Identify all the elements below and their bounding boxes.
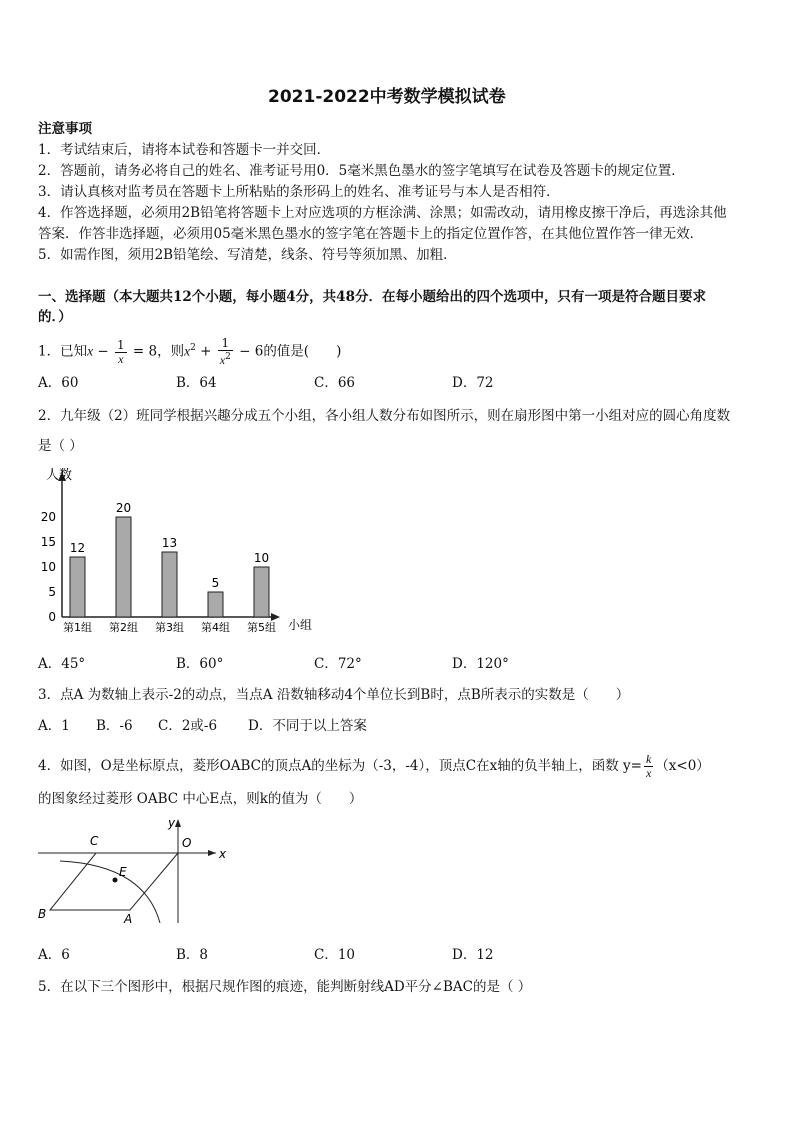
- option-c: C．66: [314, 375, 356, 391]
- option-b: B．64: [176, 375, 217, 391]
- category-label: 第1组: [63, 621, 92, 634]
- option-a: A．60: [38, 375, 79, 391]
- option-c: C．72°: [314, 656, 362, 672]
- option-b: B．8: [176, 947, 209, 963]
- bar: [254, 567, 269, 617]
- option-a: A．45°: [38, 656, 86, 672]
- question-4: 4．如图，O是坐标原点，菱形OABC的顶点A的坐标为（-3，-4），顶点C在x轴的负半轴上，函数 y= $\frac{k}{x}$ （x<0）: [38, 752, 710, 780]
- data-label: 5: [211, 576, 220, 590]
- fraction: $\frac{1}{x^2}$: [219, 336, 231, 367]
- page-title: 2021-2022中考数学模拟试卷: [268, 87, 506, 107]
- category-label: 第3组: [155, 621, 184, 634]
- y-axis-arrow: [175, 819, 181, 827]
- label-y: y: [168, 816, 176, 830]
- x-axis-label: 小组: [288, 618, 313, 632]
- question-3: 3．点A 为数轴上表示-2的动点，当点A 沿数轴移动4个单位长到B时，点B所表示的实数是（ ）: [38, 687, 630, 703]
- question-2-cont: 是（ ）: [38, 438, 83, 454]
- label-o: O: [182, 836, 192, 850]
- notice-item: 4．作答选择题，必须用2B铅笔将答题卡上对应选项的方框涂满、涂黑；如需改动，请用橡皮擦干净后，再选涂其他: [38, 205, 727, 221]
- question-1: 1．已知x − $\frac{1}{x}$ = 8，则$x^2$ + $\frac{1}{x^2}$ − 6的值是( ): [38, 336, 342, 367]
- bar-chart: [30, 462, 330, 644]
- bar: [162, 552, 177, 617]
- option-a: A．1: [38, 718, 70, 734]
- label-x: x: [219, 847, 227, 861]
- data-label: 20: [115, 501, 132, 515]
- notice-item: 1．考试结束后，请将本试卷和答题卡一并交回．: [38, 142, 331, 158]
- y-tick-label: 10: [40, 560, 56, 574]
- category-label: 第4组: [201, 621, 230, 634]
- section-heading-cont: 的．）: [38, 309, 72, 325]
- x-axis-arrow: [271, 613, 280, 621]
- option-b: B．-6: [96, 718, 133, 734]
- label-c: C: [90, 834, 99, 848]
- option-c: C．2或-6: [158, 718, 218, 734]
- point-e: [113, 878, 118, 883]
- option-d: D．72: [452, 375, 494, 391]
- option-c: C．10: [314, 947, 356, 963]
- y-tick-label: 20: [40, 510, 56, 524]
- data-label: 12: [69, 541, 86, 555]
- notice-item: 5．如需作图，须用2B铅笔绘、写清楚，线条、符号等须加黑、加粗．: [38, 247, 457, 263]
- section-heading: 一、选择题（本大题共12个小题，每小题4分，共48分．在每小题给出的四个选项中，只有一项是符合题目要求: [38, 289, 706, 305]
- option-d: D．120°: [452, 656, 509, 672]
- notice-heading: 注意事项: [38, 121, 92, 137]
- category-label: 第2组: [109, 621, 138, 634]
- question-4-cont: 的图象经过菱形 OABC 中心E点，则k的值为（ ）: [38, 791, 363, 807]
- question-2: 2．九年级（2）班同学根据兴趣分成五个小组，各小组人数分布如图所示，则在扇形图中第一小组对应的圆心角度数: [38, 408, 731, 424]
- notice-item: 3．请认真核对监考员在答题卡上所粘贴的条形码上的姓名、准考证号与本人是否相符．: [38, 184, 560, 200]
- rhombus-figure: [34, 815, 234, 933]
- option-a: A．6: [38, 947, 70, 963]
- data-label: 10: [253, 551, 270, 565]
- bar: [70, 557, 85, 617]
- y-tick-label: 0: [48, 610, 56, 624]
- x-axis-arrow: [208, 850, 216, 856]
- label-a: A: [124, 912, 133, 926]
- notice-item: 2．答题前，请务必将自己的姓名、准考证号用0．5毫米黑色墨水的签字笔填写在试卷及答题卡的规定位置．: [38, 163, 685, 179]
- fraction: $\frac{1}{x}$: [117, 337, 125, 366]
- notice-item: 答案．作答非选择题，必须用05毫米黑色墨水的签字笔在答题卡上的指定位置作答，在其他位置作答一律无效．: [38, 226, 704, 242]
- question-5: 5．在以下三个图形中，根据尺规作图的痕迹，能判断射线AD平分∠BAC的是（ ）: [38, 979, 532, 995]
- fraction: $\frac{k}{x}$: [645, 752, 652, 780]
- label-e: E: [119, 865, 127, 879]
- y-tick-label: 5: [48, 585, 56, 599]
- option-d: D．12: [452, 947, 494, 963]
- y-axis-label: 人数: [46, 468, 73, 483]
- option-b: B．60°: [176, 656, 224, 672]
- bar: [208, 592, 223, 617]
- bar: [116, 517, 131, 617]
- label-b: B: [38, 907, 47, 921]
- category-label: 第5组: [247, 621, 276, 634]
- data-label: 13: [161, 536, 178, 550]
- option-d: D．不同于以上答案: [248, 718, 367, 734]
- y-tick-label: 15: [40, 535, 56, 549]
